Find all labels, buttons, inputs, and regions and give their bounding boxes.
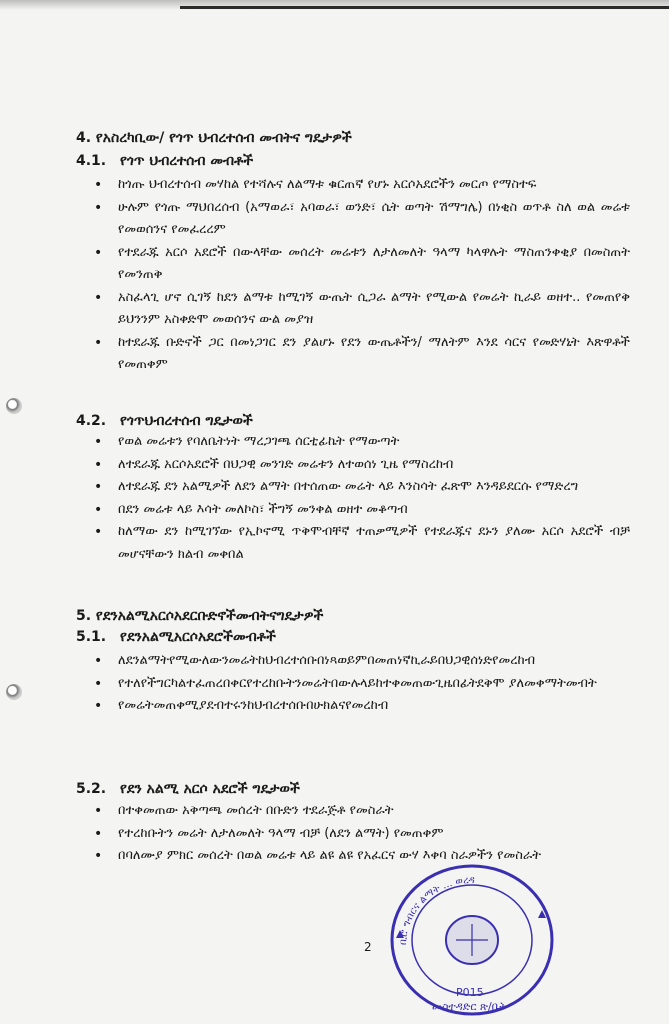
list-item-text: የተደራጁ አርሶ አደሮች በውላቸው መሰረት መሬቱን ለታለመለት ዓላማ ካላዋሉት ማስጠንቀቂያ በመስጠት የመንጠቅ	[118, 244, 630, 282]
list-item	[94, 823, 630, 846]
bullet-list-5-2	[94, 800, 630, 868]
list-item	[94, 454, 630, 477]
subsection-4-2-title	[76, 413, 253, 429]
bullet-icon: •	[94, 177, 103, 193]
bullet-icon: •	[94, 334, 103, 351]
bullet-icon: •	[94, 244, 103, 261]
bullet-icon: •	[94, 675, 103, 692]
list-item-text: የወል መሬቱን የባለቤትነት ማረጋገጫ ሰርቲፊኬት የማውጣት	[118, 434, 400, 449]
subsection-number: 4.1.	[76, 153, 107, 169]
subsection-number: 4.2.	[76, 413, 107, 429]
list-item	[94, 695, 630, 718]
svg-text:ቢሮ ግብርና ልማት ... ወረዳ: ቢሮ ግብርና ልማት ... ወረዳ	[397, 874, 475, 946]
list-item-text: ከለማው ደን ከሚገኘው የኢኮኖሚ ጥቅሞብቸኛ ተጠቃሚዎች የተደራጁና ደኑን ያለሙ አርሶ አደሮች ብቻ መሆናቸውን ክልብ መቀበል	[118, 524, 630, 562]
bullet-icon: •	[94, 456, 103, 473]
bullet-icon: •	[94, 199, 103, 216]
bullet-icon: •	[94, 434, 103, 450]
list-item-text: ሁሉም የጎጡ ማህበረሰብ (አማወራ፣ አባወራ፣ ወንድ፣ ሴት ወጣት ሽማግሌ) በነቂስ ወጥቶ ስለ ወል መሬቱ የመወሰንና የመፈረረም	[118, 199, 630, 237]
list-item	[94, 476, 630, 499]
subsection-4-1-title	[76, 153, 253, 169]
list-item	[94, 673, 630, 696]
list-item-text: በተቀመጠው አቅጣጫ መሰረት በቡድን ተደራጅቶ የመስራት	[118, 803, 394, 818]
bullet-icon: •	[94, 289, 103, 306]
list-item-text: ለተደራጁ ደን አልሚዎች ለደን ልማት በተሰጠው መሬት ላይ እንስሳት ፈጽሞ እንዳይደርሱ የማድረግ	[118, 479, 579, 494]
list-item-text: የመሬትመጠቀሚያደብተሩንከህብረተሰቡበሁክልናየመረከብ	[118, 698, 389, 713]
svg-text:P015: P015	[456, 986, 484, 999]
list-item-text: ለተደራጁ አርሶአደሮች በህጋዊ መንገድ መሬቱን ለተወሰነ ጊዜ የማስረከብ	[118, 456, 454, 472]
subsection-label: የደንአልሚአርሶአደሮችመብቶች	[120, 629, 276, 645]
list-item	[94, 242, 630, 287]
list-item	[94, 431, 630, 454]
official-stamp-seal	[386, 860, 558, 1020]
list-item-text: በደን መሬቱ ላይ እሳት መለኮስ፣ ችግኝ መንቀል ወዘተ መቆጣብ	[118, 501, 408, 517]
list-item-text: ከጎጡ ህብረተሰብ መሃከል የተሻሉና ለልማቱ ቁርጠኛ የሆኑ አርሶአደሮችን መርጦ የማስተፍ	[118, 177, 537, 192]
subsection-number: 5.1.	[76, 629, 107, 645]
bullet-icon: •	[94, 524, 103, 540]
bullet-icon: •	[94, 803, 103, 819]
subsection-5-2-title	[76, 781, 300, 797]
bullet-icon: •	[94, 479, 103, 495]
page-number: 2	[364, 940, 372, 954]
bullet-list-4-1	[94, 174, 630, 377]
list-item	[94, 174, 630, 197]
list-item	[94, 197, 630, 242]
subsection-label: የጎጥ ህብረተሰብ መብቶች	[120, 153, 254, 169]
subsection-number: 5.2.	[76, 781, 107, 797]
bullet-icon: •	[94, 653, 103, 669]
list-item-text: በባለሙያ ምክር መሰረት በወል መሬቱ ላይ ልዩ ልዩ የአፈርና ውሃ እቀባ ስራዎችን የመስራት	[118, 848, 541, 863]
list-item	[94, 287, 630, 332]
list-item	[94, 800, 630, 823]
list-item	[94, 332, 630, 377]
section-5-title: 5. የደንአልሚአርሶአደርቡድኖችመብትናግዴታዎች	[76, 608, 324, 624]
list-item	[94, 650, 630, 673]
bullet-list-4-2	[94, 431, 630, 566]
bullet-list-5-1	[94, 650, 630, 718]
bullet-icon: •	[94, 501, 103, 518]
bullet-icon: •	[94, 698, 103, 714]
bullet-icon: •	[94, 848, 103, 864]
svg-text:መስተዳድር ጽ/ቤት: መስተዳድር ጽ/ቤት	[432, 1000, 507, 1013]
subsection-label: የጎጥህብረተሰብ ግዴታወች	[120, 413, 253, 429]
list-item-text: የተረከቡትን መሬት ለታለመለት ዓላማ ብቻ (ለደን ልማት) የመጠቀም	[118, 825, 444, 841]
subsection-label: የደን አልሚ አርሶ አደሮች ግዴታወች	[120, 781, 300, 797]
list-item-text: የተለየችግርካልተፈጠረበቀርየተረከቡትንመሬትበውሉላይከተቀመጠውጊዜበፊትደቅሞ ያለመቀማትመብት	[118, 675, 597, 691]
list-item-text: አስፈላጊ ሆኖ ሲገኝ ከደን ልማቱ ከሚገኝ ውጤት ሲጋራ ልማት የሚውል የመሬት ኪራይ ወዘተ.. የመጠየቅ ይህንንም አስቀድሞ መወሰንና ውል መያዝ	[118, 289, 630, 327]
list-item	[94, 499, 630, 522]
bullet-icon: •	[94, 825, 103, 842]
list-item	[94, 521, 630, 566]
list-item-text: ለደንልማትየሚውለውንመሬትከህብረተሰቡበነጻወይምበመጠነኛኪራይበህጋዊሰነድየመረከብ	[118, 653, 536, 668]
list-item-text: ከተደራጁ ቡድኖች ጋር በመነጋገር ደን ያልሆኑ የደን ውጤቶችን/ ማለትም እንደ ሳርና የመድሃኒት እጽዋቶች የመጠቀም	[118, 334, 630, 372]
section-4-title: 4. የአስረካቢው/ የጎጥ ህብረተሰብ መብትና ግዴታዎች	[76, 130, 352, 146]
subsection-5-1-title	[76, 629, 276, 645]
